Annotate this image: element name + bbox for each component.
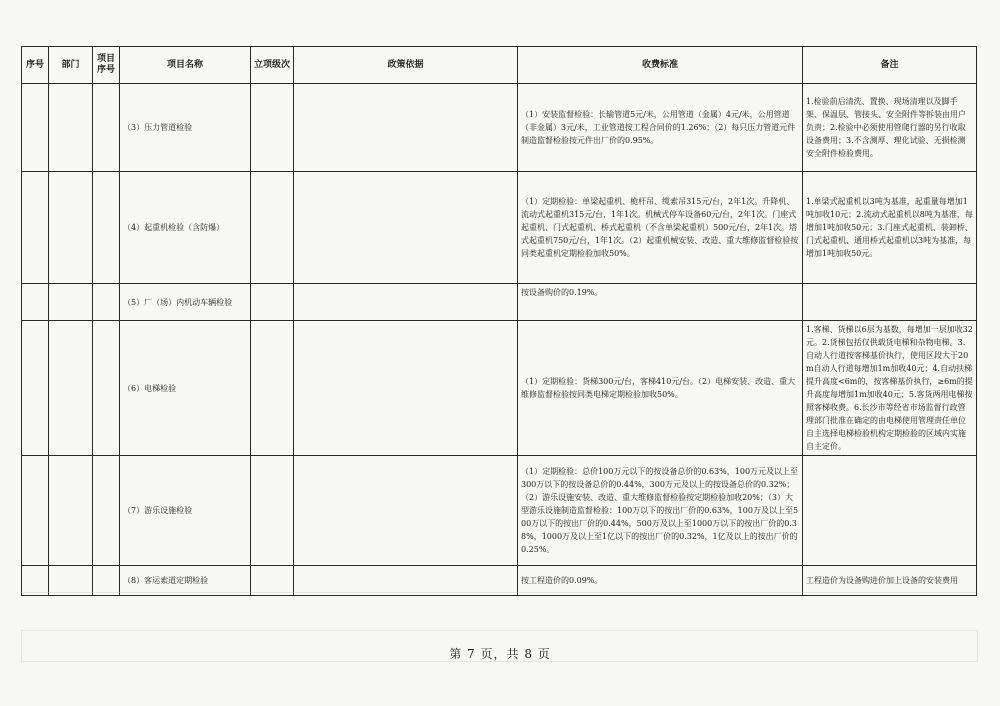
fee-cell: 按设备购价的0.19%。 bbox=[518, 284, 803, 321]
item-seq-cell bbox=[93, 321, 120, 456]
item-name-cell: （7）游乐设施检验 bbox=[120, 456, 251, 566]
item-name-cell: （6）电梯检验 bbox=[120, 321, 251, 456]
level-cell bbox=[251, 172, 294, 284]
level-cell bbox=[251, 284, 294, 321]
item-seq-cell bbox=[93, 456, 120, 566]
page-number: 第 7 页，共 8 页 bbox=[449, 647, 551, 661]
remark-cell: 1.客梯、货梯以6层为基数，每增加一层加收32元。2.货梯包括仅供载货电梯和杂物电梯。3.自动人行道按客梯基价执行，使用区段大于20m自动人行道每增加1m加收40元；4.自动扶梯提升高度<6m的，按客梯基价执行，≥6m的提升高度每增加1m加收40元；5.客货两用电梯按照客梯收费。6.长沙市等经省市场监督行政管理部门批准在确定的由电梯使用管理责任单位自主选择电梯检验机构定期检验的区域内实施自主定价。 bbox=[803, 321, 977, 456]
item-name-cell: （5）厂（场）内机动车辆检验 bbox=[120, 284, 251, 321]
fee-cell: （1）定期检验：总价100万元以下的按设备总价的0.63%，100万元及以上至300万以下的按设备总价的0.44%，300万元及以上的按设备总价的0.32%；（2）游乐设施安装、改造、重大维修监督检验按定期检验加收20%；（3）大型游乐设施制造监督检验：100万以下的按出厂价的0.63%，100万及以上至500万以下的按出厂价的0.44%，500万及以上至1000万以下的按出厂价的0.38%，1000万及以上至1亿以下的按出厂价的0.32%，1亿及以上的按出厂价的0.25%。 bbox=[518, 456, 803, 566]
header-fee: 收费标准 bbox=[518, 47, 803, 84]
dept-cell bbox=[49, 84, 93, 172]
seq-cell bbox=[22, 84, 49, 172]
seq-cell bbox=[22, 566, 49, 596]
header-item-seq: 项目序号 bbox=[93, 47, 120, 84]
dept-cell bbox=[49, 172, 93, 284]
item-name-cell: （3）压力管道检验 bbox=[120, 84, 251, 172]
seq-cell bbox=[22, 321, 49, 456]
dept-cell bbox=[49, 321, 93, 456]
header-level: 立项级次 bbox=[251, 47, 294, 84]
level-cell bbox=[251, 321, 294, 456]
remark-cell: 1.单梁式起重机以3吨为基准，起重量每增加1吨加收10元；2.流动式起重机以8吨为基准，每增加1吨加收50元；3.门座式起重机、装卸桥、门式起重机、通用桥式起重机以3吨为基准，每增加1吨加收50元。 bbox=[803, 172, 977, 284]
item-name-cell: （8）客运索道定期检验 bbox=[120, 566, 251, 596]
header-remark: 备注 bbox=[803, 47, 977, 84]
remark-cell: 工程造价为设备购进价加上设备的安装费用 bbox=[803, 566, 977, 596]
level-cell bbox=[251, 566, 294, 596]
item-seq-cell bbox=[93, 566, 120, 596]
policy-cell bbox=[294, 321, 518, 456]
policy-cell bbox=[294, 566, 518, 596]
policy-cell bbox=[294, 172, 518, 284]
seq-cell bbox=[22, 284, 49, 321]
dept-cell bbox=[49, 284, 93, 321]
policy-cell bbox=[294, 284, 518, 321]
fee-cell: （1）定期检验：单梁起重机、桅杆吊、缆索吊315元/台，2年1次。升降机、流动式起重机315元/台，1年1次。机械式停车设备60元/台，2年1次。门座式起重机、门式起重机、桥式起重机（不含单梁起重机）500元/台，2年1次。塔式起重机750元/台，1年1次。（2）起重机械安装、改造、重大维修监督检验按同类起重机定期检验加收50%。 bbox=[518, 172, 803, 284]
table-row bbox=[22, 456, 977, 566]
dept-cell bbox=[49, 566, 93, 596]
table-row bbox=[22, 172, 977, 284]
table-row bbox=[22, 566, 977, 596]
header-item-name: 项目名称 bbox=[120, 47, 251, 84]
table-header-row bbox=[22, 47, 977, 84]
dept-cell bbox=[49, 456, 93, 566]
header-seq: 序号 bbox=[22, 47, 49, 84]
fee-cell: （1）定期检验：货梯300元/台，客梯410元/台。（2）电梯安装、改造、重大维修监督检验按同类电梯定期检验加收50%。 bbox=[518, 321, 803, 456]
table-row bbox=[22, 84, 977, 172]
table-row bbox=[22, 321, 977, 456]
remark-cell bbox=[803, 284, 977, 321]
remark-cell bbox=[803, 456, 977, 566]
header-policy: 政策依据 bbox=[294, 47, 518, 84]
fee-cell: （1）安装监督检验：长输管道5元/米，公用管道（金属）4元/米，公用管道（非金属）3元/米，工业管道按工程合同价的1.26%；（2）每只压力管道元件制造监督检验按元件出厂价的0.95%。 bbox=[518, 84, 803, 172]
item-seq-cell bbox=[93, 172, 120, 284]
header-dept: 部门 bbox=[49, 47, 93, 84]
fee-cell: 按工程造价的0.09%。 bbox=[518, 566, 803, 596]
item-seq-cell bbox=[93, 84, 120, 172]
item-seq-cell bbox=[93, 284, 120, 321]
policy-cell bbox=[294, 456, 518, 566]
seq-cell bbox=[22, 172, 49, 284]
table-row bbox=[22, 284, 977, 321]
seq-cell bbox=[22, 456, 49, 566]
fee-table bbox=[21, 46, 977, 596]
level-cell bbox=[251, 456, 294, 566]
level-cell bbox=[251, 84, 294, 172]
item-name-cell: （4）起重机检验（含防爆） bbox=[120, 172, 251, 284]
policy-cell bbox=[294, 84, 518, 172]
remark-cell: 1.检验前后清洗、置换、现场清理以及脚手架、保温层、管接头、安全附件等拆装由用户负责；2.检验中必须使用管爬行器的另行收取设备费用；3.不含测厚、理化试验、无损检测安全附件检验费用。 bbox=[803, 84, 977, 172]
